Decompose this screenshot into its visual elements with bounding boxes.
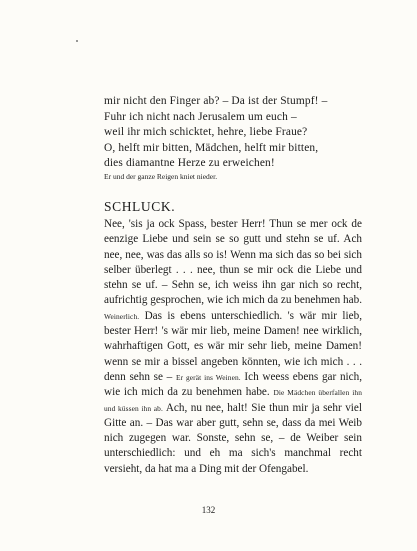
verse-line: Fuhr ich nicht nach Jerusalem um euch – xyxy=(104,110,297,123)
paper-speck xyxy=(76,40,78,42)
speech-paragraph xyxy=(104,217,362,477)
verse-line: mir nicht den Finger ab? – Da ist der Stumpf! – xyxy=(104,95,328,107)
speech-text: Das is ebens unterschiedlich. 's wär mir lieb, bester Herr! 's wär mir lieb, meine Damen! nee wirklich, wahrhaftigen Gott, es wär mir sehr lieb, meine Damen! wenn se mir a bissel angeben könnten, wie ich mich . . . denn sehn se – xyxy=(104,309,362,383)
stage-direction: Er gerät ins Weinen. xyxy=(175,372,241,382)
verse-line: weil ihr mich schicktet, hehre, liebe Fraue? xyxy=(104,126,308,138)
page-number: 132 xyxy=(201,505,216,515)
speech-text: Nee, 'sis ja ock Spass, bester Herr! Thun se mer ock de eenzige Liebe und sein se so gutt und stehn se uf. Ach nee, nee, was das alls so is! Wenn ma sich das so bei sich selber überlegt . . . nee, thun se mir ock die Liebe und stehn se uf. – Sehn se, ich weiss ihn gar nich so recht, aufrichtig gesprochen, wie ich mich da zu benehmen hab. xyxy=(104,218,362,307)
stage-direction: Die Mädchen überfallen ihn und küssen ihn ab. xyxy=(104,388,362,413)
verse-line: dies diamantne Herze zu erweichen! xyxy=(104,157,275,169)
stage-direction: Weinerlich. xyxy=(104,311,140,321)
verse-block xyxy=(104,94,384,172)
verse-line: O, helft mir bitten, Mädchen, helft mir bitten, xyxy=(104,141,319,154)
stage-direction: Er und der ganze Reigen kniet nieder. xyxy=(104,172,218,181)
speech-text: Ich weess ebens gar nich, wie ich mich da zu benehmen habe. xyxy=(104,370,363,399)
speech-text: Ach, nu nee, halt! Sie thun mir ja sehr viel Gitte an. – Das war aber gutt, sehn se, dass da mei Weib nich zugegen war. Sonste, sehn se, – de Weiber sein unterschiedlich: und eh ma sich's manchmal recht versieht, da hat ma a Ding mit der Ofengabel. xyxy=(104,401,362,475)
speaker-name: SCHLUCK. xyxy=(104,199,176,214)
